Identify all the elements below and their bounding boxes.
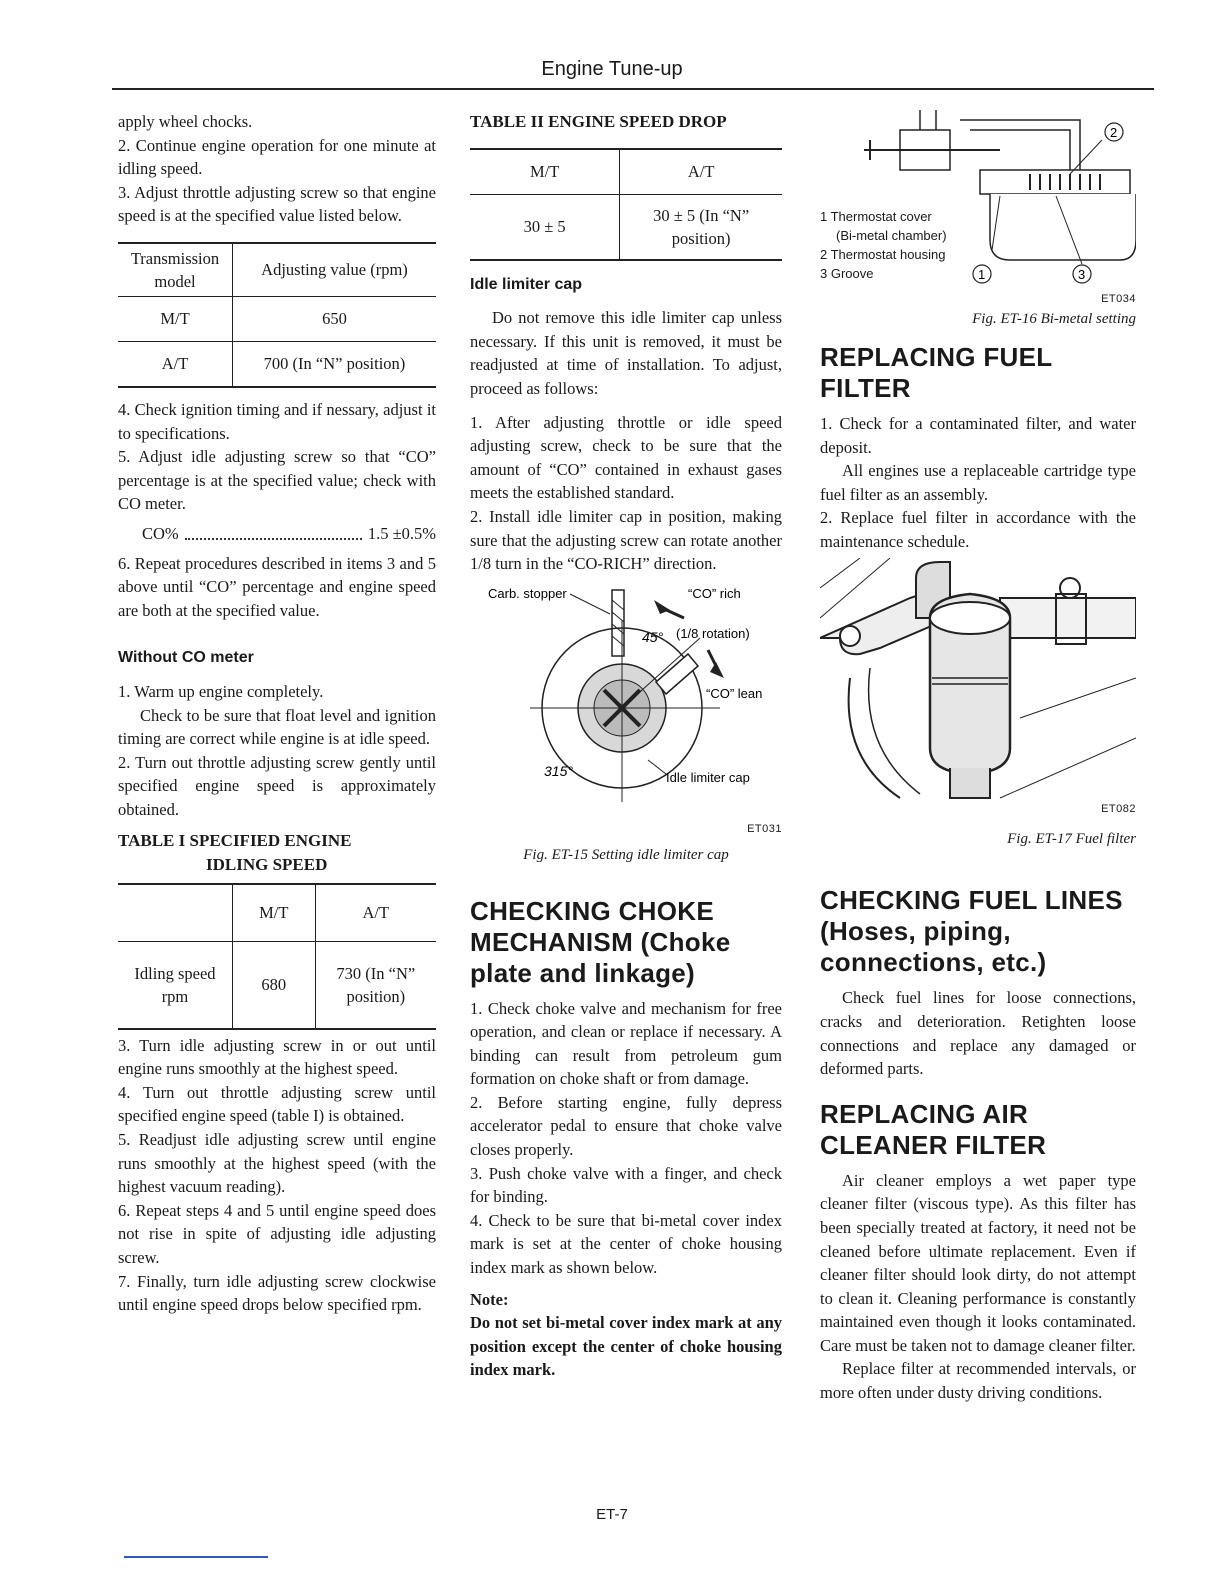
- callout-2: 2: [1110, 125, 1118, 140]
- adjusting-value-table: [118, 242, 436, 388]
- fuel-filter-illustration: [820, 558, 1136, 808]
- w-step-6: 6. Repeat steps 4 and 5 until engine speed does not rise in spite of adjusting idle adjusting screw.: [118, 1200, 436, 1267]
- label-45: 45°: [642, 628, 664, 645]
- callout-1: 1: [978, 267, 986, 282]
- w-step-7: 7. Finally, turn idle adjusting screw clockwise until engine speed drops below specified rpm.: [118, 1271, 436, 1315]
- co-label: CO%: [142, 523, 179, 543]
- figure-et17: [820, 558, 1136, 852]
- section-replacing-air-cleaner: REPLACING AIR CLEANER FILTER: [820, 1098, 1047, 1160]
- f-step-2: 2. Replace fuel filter in accordance with the maintenance schedule.: [820, 508, 1136, 551]
- co-spec-row: [118, 516, 436, 552]
- column-2: [470, 110, 782, 1382]
- w-step-3: 3. Turn idle adjusting screw in or out until engine runs smoothly at the highest speed.: [118, 1035, 436, 1079]
- figure-code: ET034: [1101, 293, 1136, 305]
- figure-et15: [470, 580, 782, 868]
- w-step-2: 2. Turn out throttle adjusting screw gently until specified engine speed is approximately obtained.: [118, 752, 436, 819]
- table-cell: 700 (In “N” position): [232, 341, 436, 387]
- blue-mark: [124, 1556, 268, 1558]
- dot-leader: [185, 522, 362, 540]
- c-step-3: 3. Push choke valve with a finger, and check for binding.: [470, 1163, 782, 1207]
- column-3: [820, 110, 1136, 1405]
- callout-3: 3: [1078, 267, 1086, 282]
- table-header-at: A/T: [315, 884, 436, 942]
- i-step-1: 1. After adjusting throttle or idle speed adjusting screw, check to be sure that the amount of “CO” contained in exhaust gases meets the established standard.: [470, 412, 782, 503]
- table-cell: M/T: [118, 296, 232, 341]
- cap-tab-shape: [656, 654, 698, 694]
- paragraph: All engines use a replaceable cartridge type fuel filter as an assembly.: [820, 461, 1136, 504]
- table-row-label: Idling speed rpm: [118, 941, 232, 1029]
- legend-2: 2 Thermostat housing: [820, 247, 946, 262]
- paragraph: Check to be sure that float level and ignition timing are correct while engine is at idle speed.: [118, 705, 436, 749]
- table-header-adjusting: Adjusting value (rpm): [232, 243, 436, 297]
- subheading-without-co-meter: Without CO meter: [118, 649, 254, 667]
- figure-code: ET031: [747, 823, 782, 836]
- table-cell: 30 ± 5 (In “N” position): [620, 194, 782, 260]
- table-header-mt: M/T: [232, 884, 315, 942]
- idling-speed-table: [118, 883, 436, 1030]
- c-step-4: 4. Check to be sure that bi-metal cover index mark is set at the center of choke housing index mark as shown below.: [470, 1210, 782, 1278]
- legend-1b: (Bi-metal chamber): [836, 228, 947, 243]
- label-idle-limiter-cap: Idle limiter cap: [666, 769, 750, 785]
- figure-caption: Fig. ET-16 Bi-metal setting: [972, 311, 1136, 327]
- table2-title: TABLE II ENGINE SPEED DROP: [470, 112, 727, 131]
- step-2: 2. Continue engine operation for one minute at idling speed.: [118, 135, 436, 179]
- legend-3: 3 Groove: [820, 266, 874, 281]
- label-co-rich: “CO” rich: [688, 585, 741, 601]
- c-step-1: 1. Check choke valve and mechanism for free operation, and clean or replace if necessary. A binding can result from petroleum gum formation on choke shaft or from damage.: [470, 998, 782, 1089]
- thermostat-cover-shape: [980, 170, 1130, 194]
- table-header-transmission: Transmission model: [118, 243, 232, 297]
- speed-drop-table: [470, 148, 782, 261]
- step-6: 6. Repeat procedures described in items 3 and 5 above until “CO” percentage and engine speed are both at the specified value.: [118, 553, 436, 620]
- co-value: 1.5 ±0.5%: [367, 523, 436, 543]
- column-1: [118, 110, 436, 1317]
- label-carb-stopper: Carb. stopper: [488, 585, 567, 601]
- figure-caption: Fig. ET-17 Fuel filter: [1007, 830, 1136, 847]
- table-cell: 680: [232, 941, 315, 1029]
- paragraph: Check fuel lines for loose connections, cracks and deterioration. Retighten loose connections and replace any damaged or deformed parts.: [820, 988, 1136, 1079]
- figure-code: ET082: [1101, 803, 1136, 816]
- step-4: 4. Check ignition timing and if nessary, adjust it to specifications.: [118, 399, 436, 443]
- table-cell: 30 ± 5: [470, 194, 620, 260]
- section-checking-fuel-lines: CHECKING FUEL LINES (Hoses, piping, connections, etc.): [820, 885, 1123, 978]
- c-step-2: 2. Before starting engine, fully depress accelerator pedal to ensure that choke valve closes properly.: [470, 1092, 782, 1160]
- i-step-2: 2. Install idle limiter cap in position, making sure that the adjusting screw can rotate another 1/8 turn in the “CO-RICH” direction.: [470, 506, 782, 574]
- table1-title: [118, 829, 436, 876]
- label-315: 315°: [544, 762, 573, 779]
- label-rotation: (1/8 rotation): [676, 625, 750, 641]
- thermostat-housing-shape: [990, 194, 1136, 260]
- w-step-1: 1. Warm up engine completely.: [118, 681, 324, 701]
- table1-title-line1: TABLE I SPECIFIED ENGINE: [118, 831, 352, 851]
- step-3: 3. Adjust throttle adjusting screw so that engine speed is at the specified value listed below.: [118, 182, 436, 226]
- step-5: 5. Adjust idle adjusting screw so that “CO” percentage is at the specified value; check with CO meter.: [118, 447, 436, 514]
- table-cell: A/T: [118, 341, 232, 387]
- figure-et16: [820, 110, 1136, 327]
- f-step-1: 1. Check for a contaminated filter, and water deposit.: [820, 414, 1136, 457]
- note-text: Do not set bi-metal cover index mark at any position except the center of choke housing index mark.: [470, 1313, 782, 1380]
- page-header-title: Engine Tune-up: [541, 58, 683, 80]
- figure-caption: Fig. ET-15 Setting idle limiter cap: [523, 846, 729, 863]
- page-number: ET-7: [596, 1506, 628, 1523]
- subheading-idle-limiter-cap: Idle limiter cap: [470, 275, 583, 293]
- paragraph: apply wheel chocks.: [118, 112, 253, 131]
- section-checking-choke: CHECKING CHOKE MECHANISM (Choke plate and linkage): [470, 895, 731, 988]
- header-rule: [112, 88, 1154, 90]
- paragraph: Replace filter at recommended intervals, or more often under dusty driving conditions.: [820, 1359, 1136, 1403]
- paragraph: Do not remove this idle limiter cap unless necessary. If this unit is removed, it must be readjusted at time of installation. To adjust, proceed as follows:: [470, 308, 782, 398]
- section-replacing-fuel-filter: REPLACING FUEL FILTER: [820, 342, 1052, 403]
- w-step-5: 5. Readjust idle adjusting screw until engine runs smoothly at the highest speed (with the highest vacuum reading).: [118, 1130, 436, 1197]
- table-cell: 650: [232, 296, 436, 341]
- table-header-at: A/T: [620, 149, 782, 195]
- idle-limiter-cap-diagram: [470, 580, 782, 812]
- label-co-lean: “CO” lean: [706, 685, 763, 701]
- paragraph: Air cleaner employs a wet paper type cleaner filter (viscous type). As this filter has been specially treated at factory, it need not be cleaned before ultimate replacement. Even if cleaner filter should look dirty, do not attempt to clean it. Cleaning performance is constantly maintained even though it looks contaminated. Care must be taken not to damage cleaner filter.: [820, 1170, 1136, 1355]
- table1-title-line2: IDLING SPEED: [206, 855, 328, 875]
- note-label: Note:: [470, 1289, 509, 1309]
- table-header-mt: M/T: [470, 149, 620, 195]
- legend-1: 1 Thermostat cover: [820, 209, 932, 224]
- w-step-4: 4. Turn out throttle adjusting screw until specified engine speed (table I) is obtained.: [118, 1082, 436, 1126]
- table-cell: 730 (In “N” position): [315, 941, 436, 1029]
- table-cell-empty: [118, 884, 232, 942]
- hose-shape: [1000, 598, 1136, 638]
